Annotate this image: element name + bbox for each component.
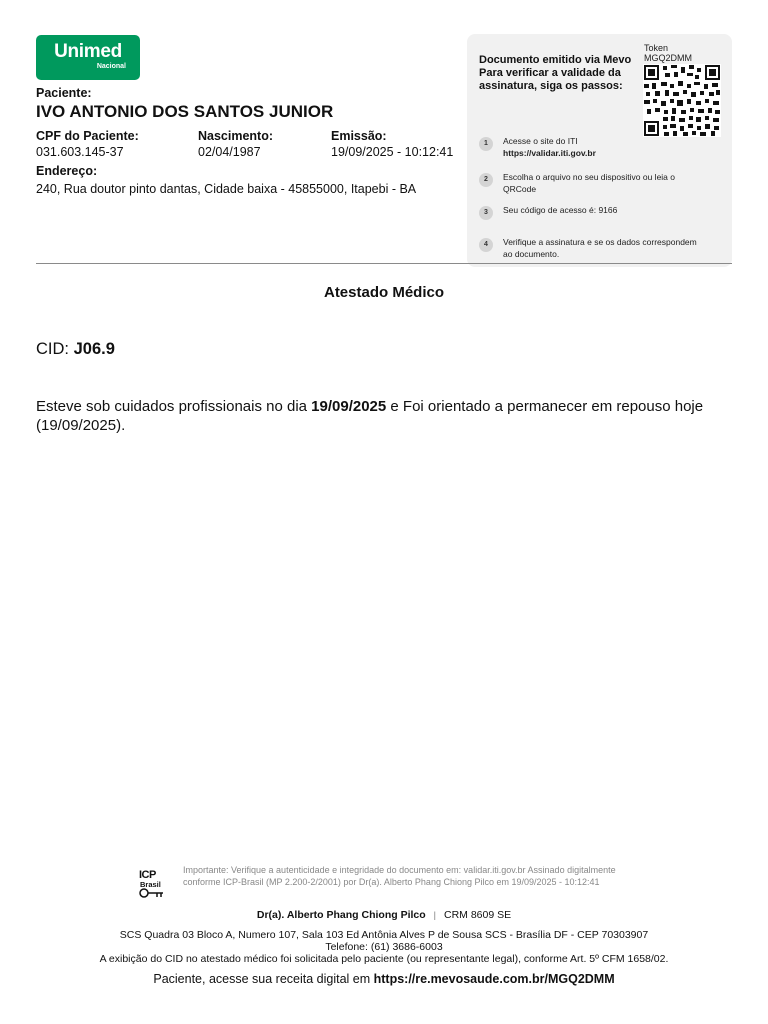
patient-label: Paciente: (36, 86, 92, 100)
logo-brand: Unimed (54, 41, 122, 62)
receipt-link[interactable]: https://re.mevosaude.com.br/MGQ2DMM (373, 972, 615, 986)
doctor-line: Dr(a). Alberto Phang Chiong Pilco | CRM 8609 SE (256, 909, 512, 921)
signature-notice: Importante: Verifique a autenticidade e integridade do documento em: validar.iti.gov.br Assinado digitalmente conforme ICP-Brasil (MP 2.200-2/2001) por Dr(a). Alberto Phang Chiong Pilco em 19/09/2025 - 10:12:41 (183, 865, 616, 887)
birth-label: Nascimento: (198, 129, 274, 143)
token-value: MGQ2DMM (644, 53, 692, 63)
verification-panel (467, 34, 732, 267)
step-number: 2 (479, 173, 493, 187)
step-text: Seu código de acesso é: 9166 (503, 205, 618, 215)
cpf-label: CPF do Paciente: (36, 129, 139, 143)
clinic-phone: Telefone: (61) 3686-6003 (325, 940, 443, 953)
icp-brasil-logo: ICP Brasil (138, 869, 166, 899)
step-number: 4 (479, 238, 493, 252)
digital-receipt-line: Paciente, acesse sua receita digital em https://re.mevosaude.com.br/MGQ2DMM (153, 972, 615, 986)
cpf-value: 031.603.145-37 (36, 145, 124, 159)
doctor-crm: CRM 8609 SE (444, 909, 512, 921)
cid-line (36, 340, 115, 359)
qr-code[interactable] (643, 64, 721, 137)
attestation-text: Esteve sob cuidados profissionais no dia 19/09/2025 e Foi orientado a permanecer em repouso hoje (19/09/2025). (36, 398, 704, 434)
address-value: 240, Rua doutor pinto dantas, Cidade baixa - 45855000, Itapebi - BA (36, 182, 417, 196)
birth-value: 02/04/1987 (198, 145, 261, 159)
token-label: Token (644, 43, 669, 53)
issue-label: Emissão: (331, 129, 387, 143)
patient-name: IVO ANTONIO DOS SANTOS JUNIOR (36, 102, 334, 121)
step-number: 3 (479, 206, 493, 220)
step-text: Escolha o arquivo no seu dispositivo ou leia o QRCode (503, 172, 675, 194)
header-divider (36, 263, 732, 264)
cid-label: CID: (36, 340, 69, 358)
address-label: Endereço: (36, 164, 98, 178)
key-icon (139, 887, 165, 899)
doctor-name: Dr(a). Alberto Phang Chiong Pilco (256, 909, 426, 921)
clinic-address: SCS Quadra 03 Bloco A, Numero 107, Sala 103 Ed Antônia Alves P de Sousa SCS - Brasília DF - CEP 70303907 Telefone: (61) 3686-6003 (0, 930, 768, 953)
step-number: 1 (479, 137, 493, 151)
verification-heading: Documento emitido via Mevo Para verificar a validade da assinatura, siga os passos: (479, 54, 632, 92)
unimed-logo (36, 35, 140, 80)
cid-disclosure-note: A exibição do CID no atestado médico foi solicitada pelo paciente (ou representante legal), conforme Art. 5º CFM 1658/02. (99, 953, 669, 965)
step-text: Verifique a assinatura e se os dados correspondem ao documento. (503, 237, 697, 259)
logo-subtitle: Nacional (96, 63, 126, 70)
step-text: Acesse o site do ITI https://validar.iti.gov.br (503, 136, 596, 158)
care-date: 19/09/2025 (311, 398, 387, 415)
cid-value: J06.9 (73, 340, 115, 358)
iti-link[interactable]: https://validar.iti.gov.br (503, 148, 596, 158)
issue-value: 19/09/2025 - 10:12:41 (331, 145, 454, 159)
document-title: Atestado Médico (323, 284, 444, 301)
